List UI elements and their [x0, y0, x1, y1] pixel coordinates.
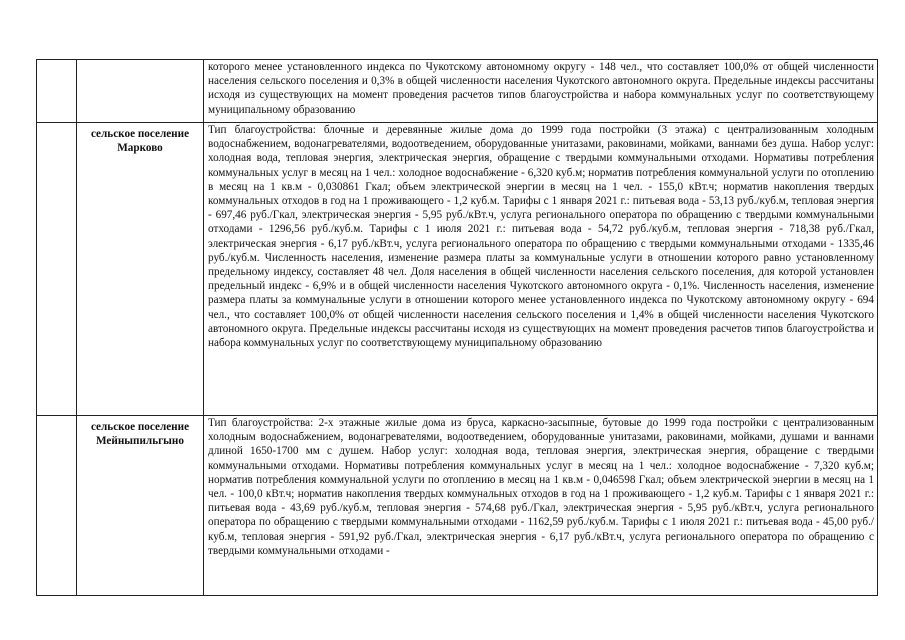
- table-row: [37, 416, 878, 596]
- table-row: [37, 123, 878, 416]
- settlement-name-cell: [77, 60, 204, 123]
- description-cell: [204, 416, 878, 596]
- row-number-cell: [37, 123, 77, 416]
- row-number-cell: [37, 60, 77, 123]
- settlement-index-table: [36, 59, 878, 596]
- settlement-name-cell: сельское поселение Марково: [77, 123, 204, 416]
- description-cell: [204, 123, 878, 416]
- description-cell: [204, 60, 878, 123]
- row-number-cell: [37, 416, 77, 596]
- settlement-name-cell: сельское поселение Мейныпильгыно: [77, 416, 204, 596]
- table-row: [37, 60, 878, 123]
- description-text: которого менее установленного индекса по Чукотскому автономному округу - 148 чел., что составляет 100,0% от общей численности населения сельского поселения и 0,3% в общей численности населения Чукотского автономного округа. Предельные индексы рассчитаны исходя из существующих на момент проведения расчетов типов благоустройства и набора коммунальных услуг по соответствующему муниципальному образованию: [208, 61, 874, 116]
- description-text: Тип благоустройства: блочные и деревянные жилые дома до 1999 года постройки (3 этажа) с централизованным холодным водоснабжением, водонагревателями, водоотведением, оборудованные унитазами, раковинами, мойками, ваннами без душа. Набор услуг: холодная вода, тепловая энергия, электрическая энергия, обращение с твердыми коммунальными отходами. Нормативы потребления коммунальных услуг в месяц на 1 чел.: холодное водоснабжение - 6,320 куб.м; норматив потребления коммунальной услуги по отоплению в месяц на 1 кв.м - 0,030861 Гкал; объем электрической энергии в месяц на 1 чел. - 155,0 кВт.ч; норматив накопления твердых коммунальных отходов в год на 1 проживающего - 1,2 куб.м. Тарифы с 1 января 2021 г.: питьевая вода - 53,13 руб./куб.м, тепловая энергия - 697,46 руб./Гкал, электрическая энергия - 5,95 руб./кВт.ч, услуга регионального оператора по обращению с твердыми коммунальными отходами - 1296,56 руб./куб.м. Тарифы с 1 июля 2021 г.: питьевая вода - 54,72 руб./куб.м, тепловая энергия - 718,38 руб./Гкал, электрическая энергия - 6,17 руб./кВт.ч, услуга регионального оператора по обращению с твердыми коммунальными отходами - 1335,46 руб./куб.м. Численность населения, изменение размера платы за коммунальные услуги в отношении которого равно установленному предельному индексу, составляет 48 чел. Доля населения в общей численности населения сельского поселения, для которой установлен предельный индекс - 6,9% и в общей численности населения Чукотского автономного округа - 0,1%. Численность населения, изменение размера платы за коммунальные услуги в отношении которого менее установленного индекса по Чукотскому автономному округу - 694 чел., что составляет 100,0% от общей численности населения сельского поселения и 1,4% в общей численности населения Чукотского автономного округа. Предельные индексы рассчитаны исходя из существующих на момент проведения расчетов типов благоустройства и набора коммунальных услуг по соответствующему муниципальному образованию: [208, 124, 874, 350]
- description-text: Тип благоустройства: 2-х этажные жилые дома из бруса, каркасно-засыпные, бутовые до 1999 года постройки с централизованным холодным водоснабжением, водонагревателями, водоотведением, оборудованные унитазами, раковинами, мойками, душами и ваннами длиной 1650-1700 мм с душем. Набор услуг: холодная вода, тепловая энергия, электрическая энергия, обращение с твердыми коммунальными отходами. Нормативы потребления коммунальных услуг в месяц на 1 чел.: холодное водоснабжение - 7,320 куб.м; норматив потребления коммунальной услуги по отоплению в месяц на 1 кв.м - 0,046598 Гкал; объем электрической энергии в месяц на 1 чел. - 100,0 кВт.ч; норматив накопления твердых коммунальных отходов в год на 1 проживающего - 1,2 куб.м. Тарифы с 1 января 2021 г.: питьевая вода - 43,69 руб./куб.м, тепловая энергия - 574,68 руб./Гкал, электрическая энергия - 5,95 руб./кВт.ч, услуга регионального оператора по обращению с твердыми коммунальными отходами - 1162,59 руб./куб.м. Тарифы с 1 июля 2021 г.: питьевая вода - 45,00 руб./куб.м, тепловая энергия - 591,92 руб./Гкал, электрическая энергия - 6,17 руб./кВт.ч, услуга регионального оператора по обращению с твердыми коммунальными отходами -: [208, 417, 874, 557]
